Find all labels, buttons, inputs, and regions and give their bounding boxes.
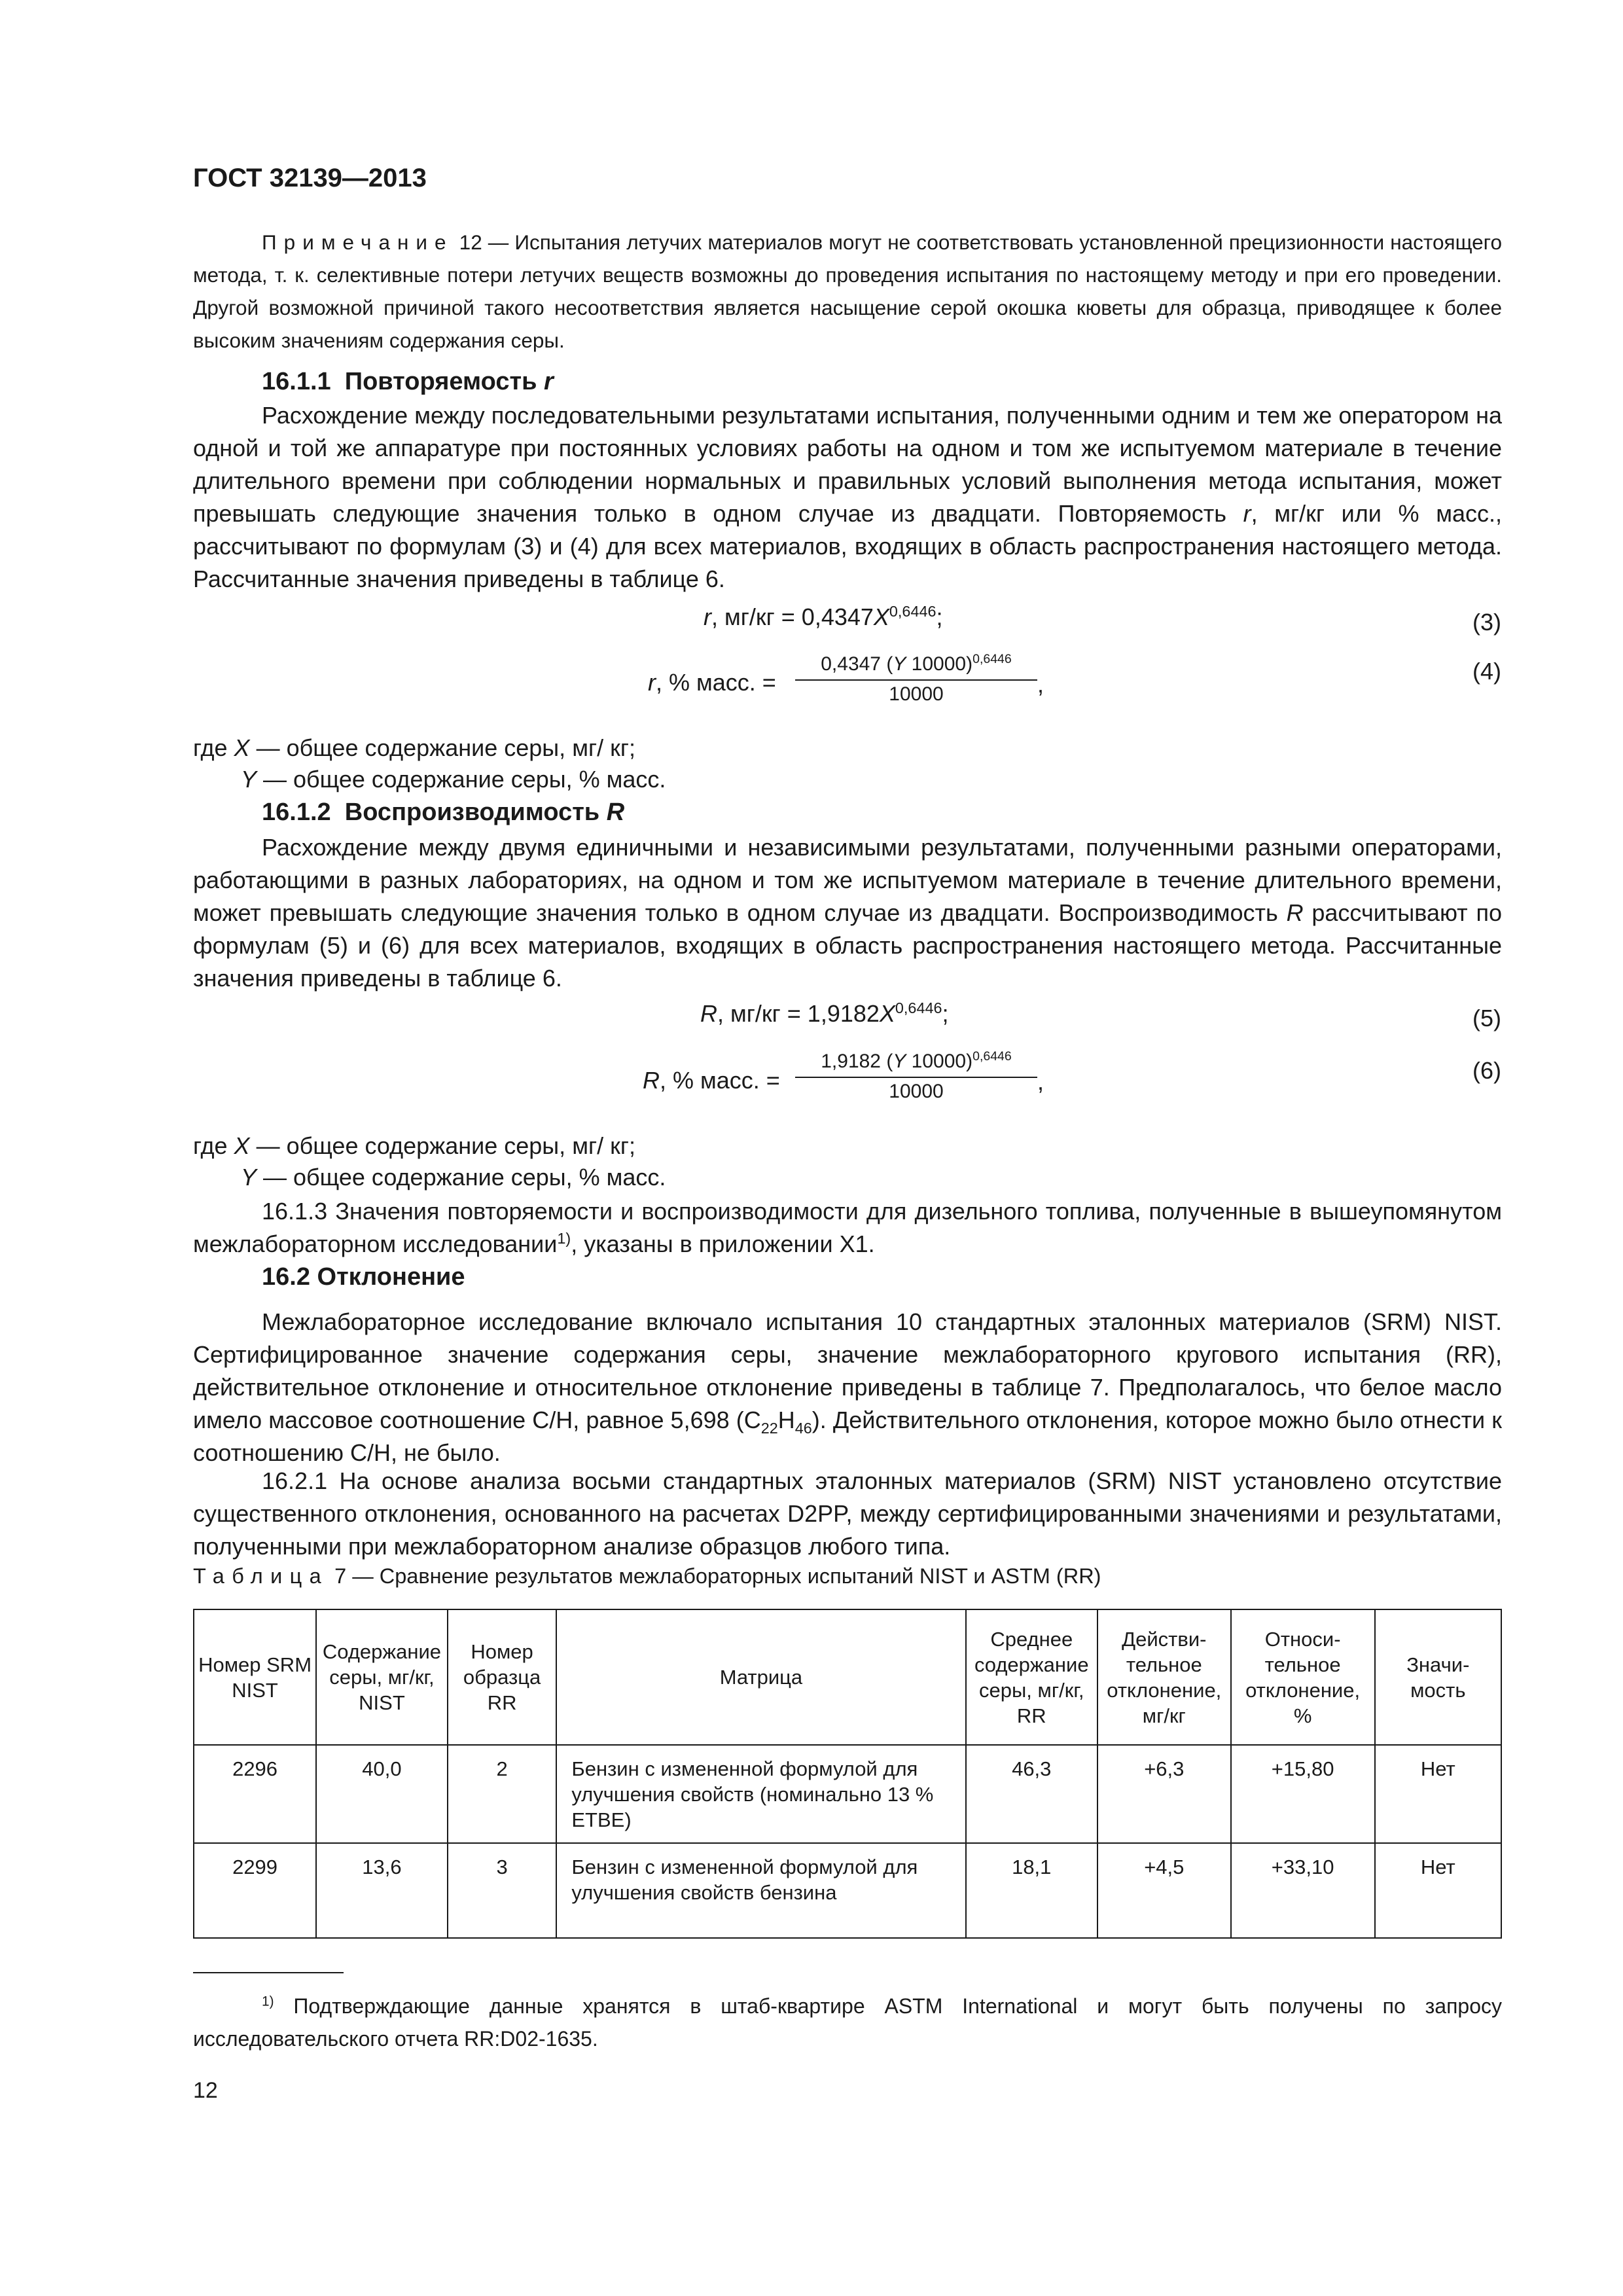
table-cell: Бензин с измененной формулой для улучшения свойств (номинально 13 % ЕТВЕ) bbox=[556, 1745, 965, 1843]
table-cell: +15,80 bbox=[1231, 1745, 1375, 1843]
table-7 bbox=[193, 1609, 1502, 1939]
section-title: Повторяемость bbox=[344, 368, 537, 395]
col-header-relative-deviation: Относи-тельное отклонение, % bbox=[1231, 1609, 1375, 1745]
heading-16-2: 16.2 Отклонение bbox=[262, 1263, 465, 1291]
paragraph-16-2-1: 16.2.1 На основе анализа восьми стандартных эталонных материалов (SRM) NIST установлено отсутствие существенного отклонения, основанного на расчетах D2PP, между сертифицированными значениями и результатами, полученными при межлабораторном анализе образцов любого типа. bbox=[193, 1467, 1502, 1560]
table-cell: +33,10 bbox=[1231, 1843, 1375, 1938]
heading-16-1-1 bbox=[262, 368, 554, 396]
section-number: 16.1.1 bbox=[262, 368, 331, 395]
table-cell: 3 bbox=[448, 1843, 557, 1938]
where-x-1: где X — общее содержание серы, мг/ кг; bbox=[193, 734, 635, 761]
formula-4-denominator: 10000 bbox=[889, 683, 944, 705]
page-number: 12 bbox=[193, 2078, 218, 2103]
table-cell: +4,5 bbox=[1097, 1843, 1231, 1938]
formula-6-numerator: 1,9182 (Y 10000)$^{0,6446}$ bbox=[795, 1050, 1037, 1078]
formula-6-lhs: R, % масс. = bbox=[643, 1067, 780, 1094]
where-y-2: Y — общее содержание серы, % масс. bbox=[241, 1164, 666, 1191]
table-cell: Бензин с измененной формулой для улучшения свойств бензина bbox=[556, 1843, 965, 1938]
table-cell: 13,6 bbox=[316, 1843, 448, 1938]
formula-6-fraction bbox=[795, 1050, 1037, 1103]
table-7-caption: Таблица 7 — Сравнение результатов межлабораторных испытаний NIST и ASTM (RR) bbox=[193, 1564, 1101, 1588]
note-text: 12 — Испытания летучих материалов могут не соответствовать установленной прецизионности настоящего метода, т. к. селективные потери летучих веществ возможны до проведения испытания по настоящему методу и при его проведении. Другой возможной причиной такого несоответствия является насыщение серой окошка кюветы для образца, приводящее к более высоким значениям содержания серы. bbox=[193, 230, 1502, 352]
col-header-sulfur-nist: Содержание серы, мг/кг, NIST bbox=[316, 1609, 448, 1745]
table-header-row bbox=[194, 1609, 1501, 1745]
standard-header: ГОСТ 32139—2013 bbox=[193, 164, 427, 192]
table-cell: 18,1 bbox=[966, 1843, 1098, 1938]
formula-6-comma: , bbox=[1037, 1068, 1044, 1095]
paragraph-16-2: Межлабораторное исследование включало испытания 10 стандартных эталонных материалов (SRM) NIST. Сертифицированное значение содержания серы, значение межлабораторного кругового испытания (RR), действительное отклонение и относительное отклонение приведены в таблице 7. Предполагалось, что белое масло имело массовое соотношение С/Н, равное 5,698 $(С_{22}Н_{46})$. Действительного отклонения, которое можно было отнести к соотношению С/Н, не было. bbox=[193, 1308, 1502, 1466]
formula-4-number: (4) bbox=[1472, 658, 1501, 685]
paragraph-16-1-3: 16.1.3 Значения повторяемости и воспроизводимости для дизельного топлива, полученные в вышеупомянутом межлабораторном исследовании$^{1)}$, указаны в приложении Х1. bbox=[193, 1198, 1502, 1257]
footnote-divider bbox=[193, 1972, 344, 1973]
col-header-actual-deviation: Действи-тельное отклонение, мг/кг bbox=[1097, 1609, 1231, 1745]
formula-4-lhs: r, % масс. = bbox=[648, 669, 776, 696]
where-y-1: Y — общее содержание серы, % масс. bbox=[241, 766, 666, 793]
section-title: Воспроизводимость bbox=[344, 798, 600, 826]
footnote-ref: 1) bbox=[557, 1230, 571, 1247]
table-cell: 40,0 bbox=[316, 1745, 448, 1843]
section-symbol: R bbox=[606, 798, 625, 826]
formula-4-fraction bbox=[795, 653, 1037, 706]
col-header-mean-rr: Среднее содержание серы, мг/кг, RR bbox=[966, 1609, 1098, 1745]
table-cell: 46,3 bbox=[966, 1745, 1098, 1843]
formula-5: R, $мг/кг = 1,9182X^{0,6446}$; bbox=[700, 999, 949, 1027]
formula-4-numerator: 0,4347 (Y 10000)$^{0,6446}$ bbox=[795, 653, 1037, 681]
formula-3-number: (3) bbox=[1472, 609, 1501, 636]
section-number: 16.1.2 bbox=[262, 798, 331, 826]
section-symbol: r bbox=[544, 368, 554, 395]
heading-16-1-2 bbox=[262, 798, 624, 827]
formula-5-number: (5) bbox=[1472, 1005, 1501, 1031]
formula-6-denominator: 10000 bbox=[889, 1081, 944, 1102]
table-cell: +6,3 bbox=[1097, 1745, 1231, 1843]
col-header-sample-rr: Номер образца RR bbox=[448, 1609, 557, 1745]
table-cell: 2299 bbox=[194, 1843, 316, 1938]
where-x-2: где X — общее содержание серы, мг/ кг; bbox=[193, 1132, 635, 1159]
table-cell: 2 bbox=[448, 1745, 557, 1843]
table-row bbox=[194, 1745, 1501, 1843]
table-cell: 2296 bbox=[194, 1745, 316, 1843]
footnote-mark: 1) bbox=[262, 1994, 274, 2009]
table-cell: Нет bbox=[1375, 1745, 1501, 1843]
paragraph-16-1-2: Расхождение между двумя единичными и независимыми результатами, полученными разными операторами, работающими в разных лабораториях, на одном и том же испытуемом материале в течение длительного времени, может превышать следующие значения только в одном случае из двадцати. Воспроизводимость R рассчитывают по формулам (5) и (6) для всех материалов, входящих в область распространения настоящего метода. Рассчитанные значения приведены в таблице 6. bbox=[193, 834, 1502, 992]
paragraph-16-1-1: Расхождение между последовательными результатами испытания, полученными одним и тем же оператором на одной и той же аппаратуре при постоянных условиях работы на одном и том же испытуемом материале в течение длительного времени при соблюдении нормальных и правильных условий выполнения метода испытания, может превышать следующие значения только в одном случае из двадцати. Повторяемость r, мг/кг или % масс., рассчитывают по формулам (3) и (4) для всех материалов, входящих в область распространения настоящего метода. Рассчитанные значения приведены в таблице 6. bbox=[193, 402, 1502, 592]
formula-3: r, $мг/кг = 0,4347X^{0,6446}$; bbox=[704, 603, 943, 630]
table-cell: Нет bbox=[1375, 1843, 1501, 1938]
formula-6-number: (6) bbox=[1472, 1057, 1501, 1084]
note-label: Примечание bbox=[262, 230, 454, 254]
col-header-srm: Номер SRM NIST bbox=[194, 1609, 316, 1745]
formula-4-comma: , bbox=[1037, 671, 1044, 698]
note-12 bbox=[193, 226, 1502, 357]
footnote: $^{1)}$ Подтверждающие данные хранятся в штаб-квартире ASTM International и могут быть получены по запросу исследовательского отчета RR:D02-1635. bbox=[193, 1994, 1502, 2051]
col-header-significance: Значи-мость bbox=[1375, 1609, 1501, 1745]
table-row bbox=[194, 1843, 1501, 1938]
col-header-matrix: Матрица bbox=[556, 1609, 965, 1745]
